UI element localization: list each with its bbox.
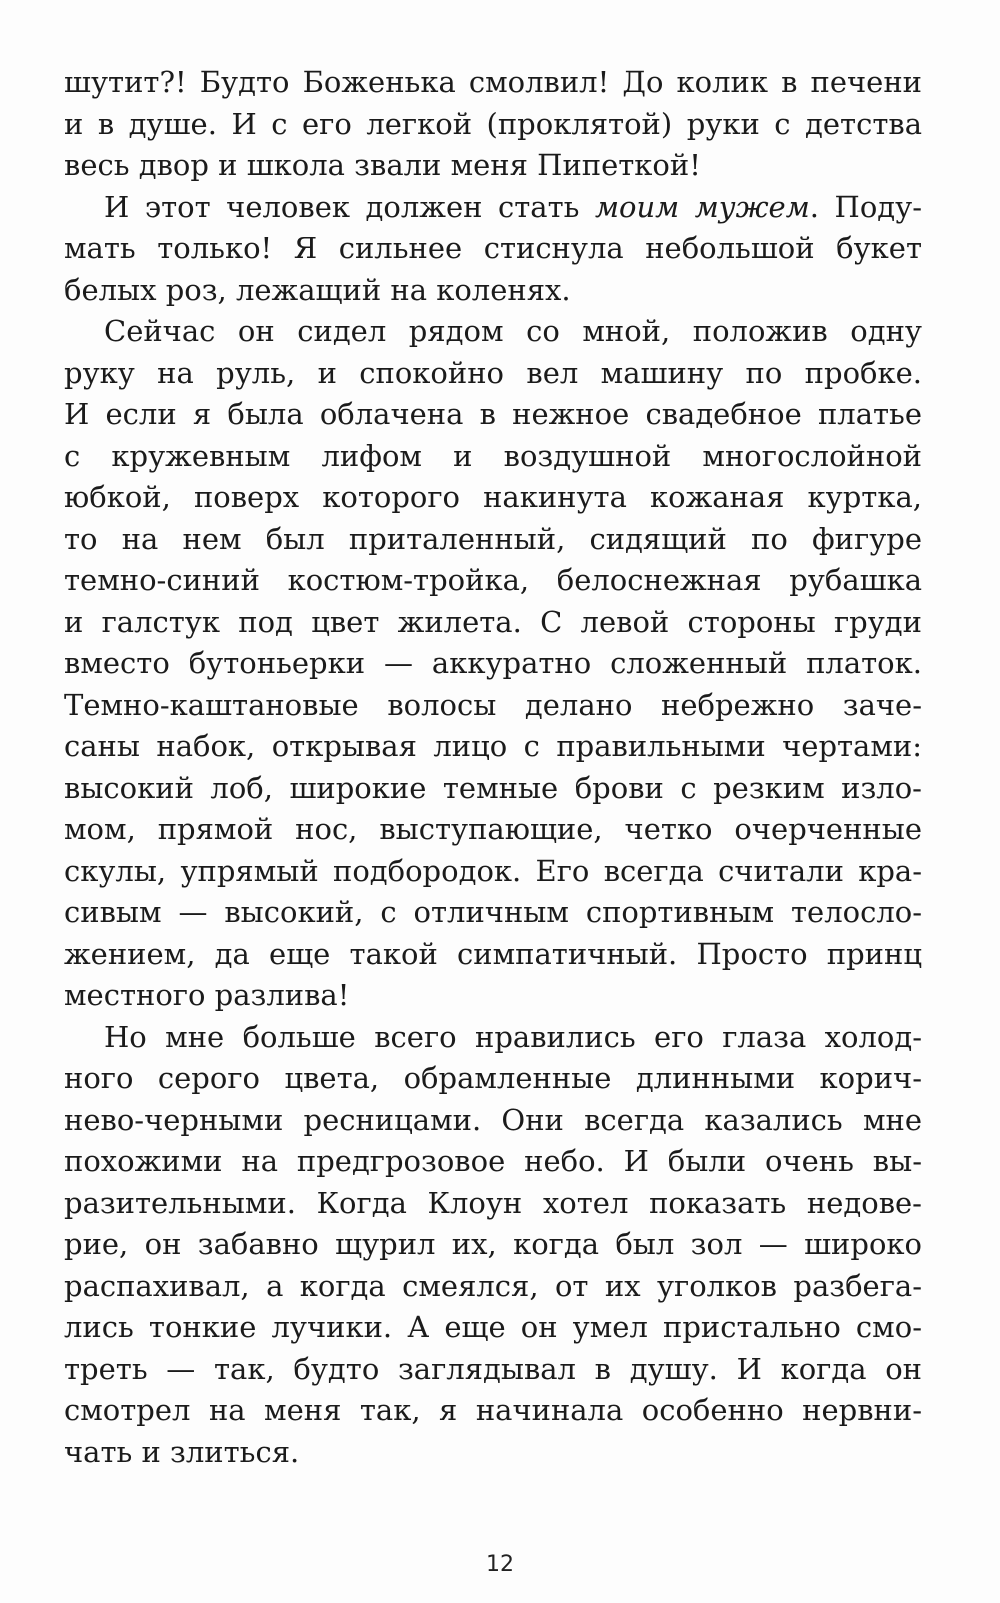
paragraph-2 (64, 187, 922, 312)
text-line: чать и злиться. (64, 1434, 300, 1469)
text-line: вместо бутоньерки — аккуратно сложенный платок. (64, 646, 922, 680)
text-line: И если я была облачена в нежное свадебное платье (64, 397, 922, 431)
paragraph-1 (64, 62, 922, 187)
page-number: 12 (486, 1552, 514, 1577)
text-line: мом, прямой нос, выступающие, четко очерченные (64, 812, 922, 846)
text-line: жением, да еще такой симпатичный. Просто принц (64, 936, 922, 971)
text-line: и галстук под цвет жилета. С левой стороны груди (64, 604, 922, 639)
text-line (64, 187, 922, 229)
italic-text: моим мужем (594, 189, 810, 224)
text-line: разительными. Когда Клоун хотел показать недове- (64, 1185, 922, 1220)
text-line: высокий лоб, широкие темные брови с резким изло- (64, 770, 922, 805)
text-line: рие, он забавно щурил их, когда был зол — широко (64, 1227, 922, 1261)
text-line: сивым — высокий, с отличным спортивным телосло- (64, 895, 922, 929)
text-fragment: . Поду- (809, 189, 922, 224)
paragraph-4 (64, 1017, 922, 1474)
text-line: нево-черными ресницами. Они всегда казались мне (64, 1102, 922, 1137)
text-line: и в душе. И с его легкой (проклятой) руки с детства (64, 106, 922, 141)
text-line: ного серого цвета, обрамленные длинными корич- (64, 1061, 922, 1095)
text-line: Сейчас он сидел рядом со мной, положив одну (104, 314, 922, 348)
text-line: то на нем был приталенный, сидящий по фигуре (64, 521, 922, 556)
text-line: белых роз, лежащий на коленях. (64, 272, 571, 307)
text-line: шутит?! Будто Боженька смолвил! До колик в печени (64, 65, 922, 99)
text-line: распахивал, а когда смеялся, от их уголков разбега- (64, 1268, 922, 1303)
body-text (64, 62, 922, 1473)
text-line: юбкой, поверх которого накинута кожаная куртка, (64, 480, 922, 514)
text-line: руку на руль, и спокойно вел машину по пробке. (64, 355, 922, 390)
paragraph-3 (64, 311, 922, 1017)
text-fragment: И этот человек должен стать (104, 189, 595, 224)
text-line: темно-синий костюм-тройка, белоснежная рубашка (64, 563, 922, 597)
text-line: саны набок, открывая лицо с правильными чертами: (64, 729, 922, 763)
text-line: Темно-каштановые волосы делано небрежно заче- (64, 687, 922, 722)
text-line: скулы, упрямый подбородок. Его всегда считали кра- (64, 853, 922, 888)
text-line: с кружевным лифом и воздушной многослойной (64, 438, 922, 473)
text-line: весь двор и школа звали меня Пипеткой! (64, 148, 701, 182)
text-line: мать только! Я сильнее стиснула небольшой букет (64, 231, 922, 265)
text-line: местного разлива! (64, 978, 350, 1012)
text-line: смотрел на меня так, я начинала особенно нервни- (64, 1393, 922, 1427)
text-line: похожими на предгрозовое небо. И были очень вы- (64, 1144, 922, 1178)
text-line: треть — так, будто заглядывал в душу. И когда он (64, 1351, 922, 1386)
text-line: Но мне больше всего нравились его глаза холод- (104, 1019, 922, 1054)
text-line: лись тонкие лучики. А еще он умел пристально смо- (64, 1310, 922, 1344)
